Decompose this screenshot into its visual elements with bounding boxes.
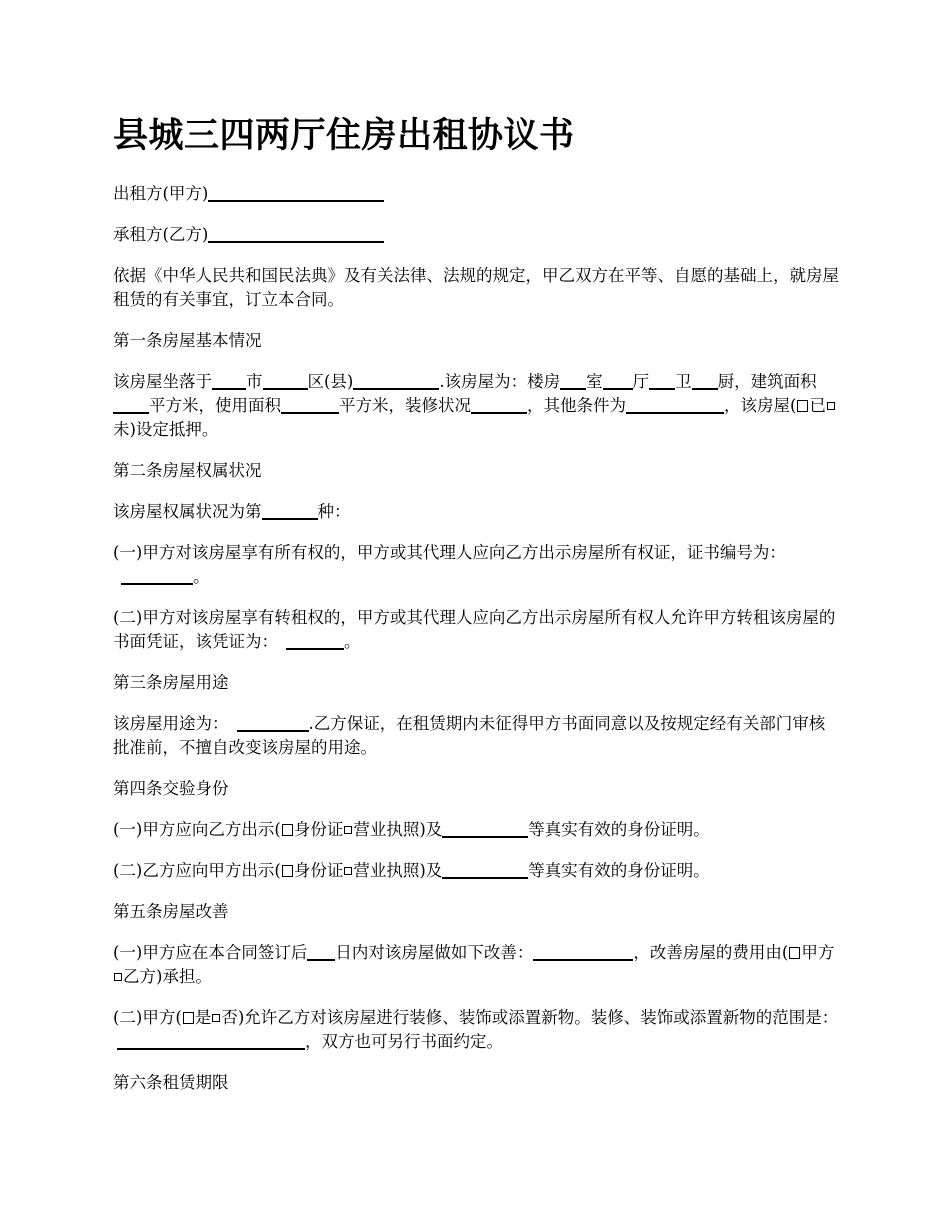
option-label: 营业执照	[353, 861, 420, 880]
text-segment: )设定抵押。	[129, 420, 219, 439]
option-label: 已	[809, 396, 826, 415]
option-label: 乙方	[123, 967, 156, 986]
option-label: 是	[194, 1008, 212, 1027]
article-4-item-2	[113, 859, 840, 883]
improvement-days-blank[interactable]	[307, 942, 335, 961]
other-conditions-blank-continued[interactable]	[714, 395, 724, 414]
address-blank[interactable]	[353, 371, 439, 390]
text-segment: (一)甲方应向乙方出示(	[113, 820, 281, 839]
option-label: 未	[113, 420, 130, 439]
party-a-checkbox[interactable]	[789, 947, 800, 959]
text-segment: 室	[586, 372, 603, 391]
city-blank[interactable]	[212, 371, 246, 390]
halls-blank[interactable]	[603, 371, 633, 390]
article-6-heading: 第六条租赁期限	[113, 1073, 229, 1092]
text-segment: 等真实有效的身份证明。	[528, 861, 710, 880]
usable-area-blank[interactable]	[281, 395, 339, 414]
lessor-label: 出租方(甲方)	[113, 184, 209, 203]
article-4-heading: 第四条交验身份	[113, 779, 229, 798]
preamble-paragraph: 依据《中华人民共和国民法典》及有关法律、法规的规定，甲乙双方在平等、自愿的基础上，就房屋租赁的有关事宜，订立本合同。	[113, 266, 839, 309]
text-segment: ，改善房屋的费用由(	[633, 943, 789, 962]
text-segment: 卫	[675, 372, 692, 391]
option-label: 营业执照	[353, 820, 420, 839]
improvement-content-blank[interactable]	[533, 942, 633, 961]
article-4-item-1	[113, 818, 840, 842]
text-segment: 该房屋权属状况为第	[113, 502, 262, 521]
other-conditions-blank[interactable]	[626, 395, 714, 414]
text-segment: ，该房屋(	[724, 396, 797, 415]
text-segment: 厨，建筑面积	[717, 372, 817, 391]
mortgaged-checkbox[interactable]	[797, 400, 808, 412]
lessee-id-doc-blank[interactable]	[442, 860, 528, 879]
certificate-number-blank[interactable]	[121, 566, 193, 585]
article-5-item-1	[113, 941, 840, 989]
business-license-checkbox[interactable]	[344, 826, 352, 834]
article-2-heading: 第二条房屋权属状况	[113, 461, 262, 480]
article-2-paragraph	[113, 500, 840, 524]
option-label: 身份证	[293, 820, 344, 839]
text-segment: .乙方保证，在租赁期内未征得甲方书面同意以及按规定经有关部门审核批准前，不擅自改变该房屋的用途。	[113, 714, 826, 757]
business-license-checkbox[interactable]	[344, 867, 352, 875]
party-b-checkbox[interactable]	[114, 973, 122, 981]
text-segment: (一)甲方对该房屋享有所有权的，甲方或其代理人应向乙方出示房屋所有权证，证书编号为：	[113, 543, 786, 562]
article-3-heading: 第三条房屋用途	[113, 673, 229, 692]
text-segment: 区(县)	[307, 372, 354, 391]
text-segment: 日内对该房屋做如下改善：	[335, 943, 534, 962]
text-segment: 市	[246, 372, 263, 391]
lessor-line	[113, 182, 840, 206]
building-area-blank[interactable]	[113, 395, 149, 414]
option-label: 甲方	[801, 943, 835, 962]
lessee-line	[113, 223, 840, 247]
article-5-item-2	[113, 1006, 840, 1054]
option-label: 否	[221, 1008, 238, 1027]
text-segment: 该房屋坐落于	[113, 372, 212, 391]
lessor-id-doc-blank[interactable]	[442, 819, 528, 838]
text-segment: )承担。	[156, 967, 212, 986]
text-segment: (二)甲方(	[113, 1008, 182, 1027]
renovation-scope-blank[interactable]	[117, 1031, 305, 1050]
article-1-paragraph	[113, 370, 840, 442]
text-segment: 等真实有效的身份证明。	[528, 820, 710, 839]
document-title: 县城三四两厅住房出租协议书	[113, 115, 575, 156]
rooms-blank[interactable]	[560, 371, 586, 390]
text-segment: (二)乙方应向甲方出示(	[113, 861, 281, 880]
text-segment: (二)甲方对该房屋享有转租权的，甲方或其代理人应向乙方出示房屋所有权人允许甲方转租该房屋的书面凭证，该凭证为：	[113, 608, 836, 651]
no-checkbox[interactable]	[212, 1014, 220, 1022]
text-segment: )及	[419, 820, 443, 839]
bathrooms-blank[interactable]	[649, 371, 675, 390]
text-segment: 该房屋用途为：	[113, 714, 229, 733]
text-segment: (一)甲方应在本合同签订后	[113, 943, 308, 962]
text-segment: 。	[193, 567, 210, 586]
text-segment: .该房屋为：楼房	[439, 372, 561, 391]
district-blank[interactable]	[263, 371, 308, 390]
article-2-item-1	[113, 541, 840, 589]
text-segment: 平方米，使用面积	[149, 396, 281, 415]
text-segment: ，其他条件为	[527, 396, 626, 415]
sublease-certificate-blank[interactable]	[286, 631, 344, 650]
text-segment: 厅	[632, 372, 650, 391]
id-card-checkbox[interactable]	[282, 865, 293, 877]
usage-blank[interactable]	[237, 713, 309, 732]
article-3-paragraph	[113, 712, 840, 760]
kitchens-blank[interactable]	[692, 371, 718, 390]
option-label: 身份证	[293, 861, 344, 880]
text-segment: 种：	[317, 502, 351, 521]
article-2-item-2	[113, 606, 840, 654]
id-card-checkbox[interactable]	[282, 824, 293, 836]
text-segment: 。	[344, 632, 361, 651]
article-5-heading: 第五条房屋改善	[113, 902, 229, 921]
lessee-name-blank[interactable]	[208, 224, 384, 243]
contract-document	[113, 112, 840, 1112]
not-mortgaged-checkbox[interactable]	[827, 402, 835, 410]
text-segment: )及	[419, 861, 443, 880]
ownership-type-blank[interactable]	[262, 501, 318, 520]
lessor-name-blank[interactable]	[208, 183, 384, 202]
text-segment: 平方米，装修状况	[339, 396, 471, 415]
yes-checkbox[interactable]	[183, 1012, 194, 1024]
text-segment: ，双方也可另行书面约定。	[305, 1032, 503, 1051]
lessee-label: 承租方(乙方)	[113, 225, 209, 244]
text-segment: )允许乙方对该房屋进行装修、装饰或添置新物。装修、装饰或添置新物的范围是：	[237, 1008, 839, 1027]
article-1-heading: 第一条房屋基本情况	[113, 331, 262, 350]
decoration-status-blank[interactable]	[471, 395, 527, 414]
